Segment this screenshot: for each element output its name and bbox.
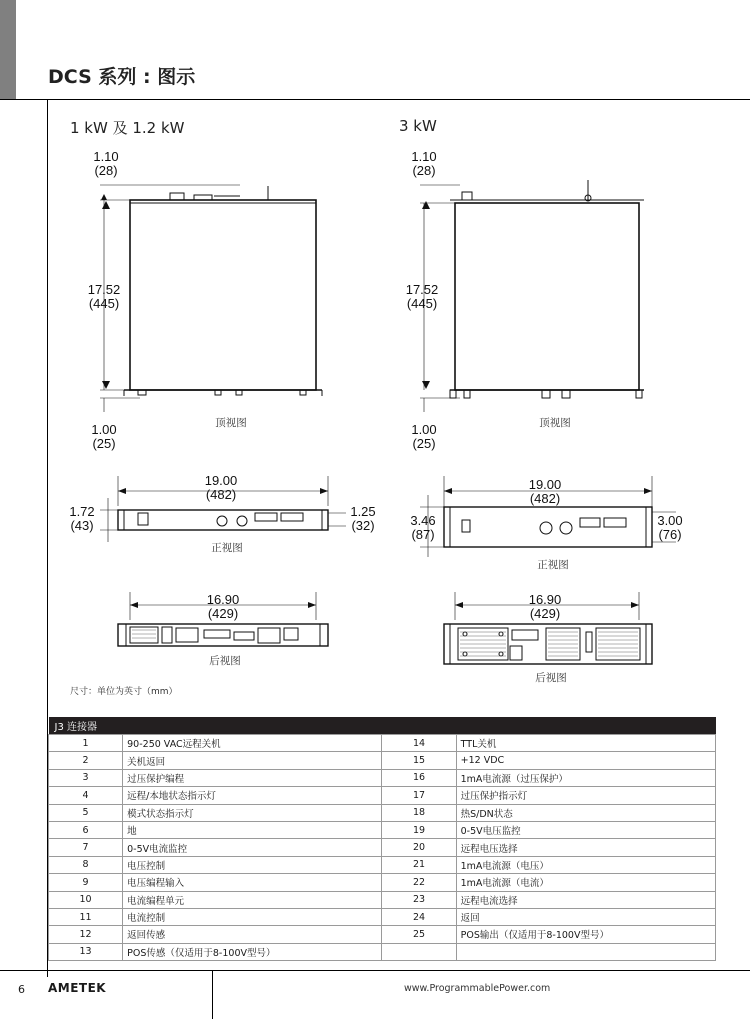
pin-number-cell: 18 <box>382 804 456 821</box>
pin-number-cell: 8 <box>49 856 123 873</box>
pin-number-cell: 23 <box>382 891 456 908</box>
j3-table-body <box>49 735 716 961</box>
top-view-1kw-drawing <box>100 185 322 412</box>
table-row <box>49 926 716 943</box>
pin-number-cell <box>382 943 456 960</box>
pin-function-cell: 远程电压选择 <box>456 839 715 856</box>
pin-number-cell: 22 <box>382 874 456 891</box>
pin-number-cell: 3 <box>49 769 123 786</box>
pin-number-cell: 17 <box>382 787 456 804</box>
table-row <box>49 787 716 804</box>
pin-number-cell: 4 <box>49 787 123 804</box>
pin-function-cell: 返回传感 <box>123 926 382 943</box>
pin-function-cell <box>456 943 715 960</box>
pin-function-cell: POS传感（仅适用于8-100V型号） <box>123 943 382 960</box>
pin-function-cell: 0-5V电压监控 <box>456 821 715 838</box>
dimension-arrows <box>101 194 652 608</box>
table-row <box>49 856 716 873</box>
rear-3kw-caption: 后视图 <box>535 672 567 684</box>
page-number: 6 <box>18 983 25 996</box>
pin-function-cell: 关机返回 <box>123 752 382 769</box>
top-1kw-dim-top: 1.10 (28) <box>93 149 119 178</box>
front-3kw-dim-width: 19.00 (482) <box>528 477 562 506</box>
table-row <box>49 891 716 908</box>
pin-number-cell: 5 <box>49 804 123 821</box>
pin-number-cell: 24 <box>382 908 456 925</box>
j3-table-header: J3 连接器 <box>49 717 716 735</box>
pin-function-cell: 电压编程输入 <box>123 874 382 891</box>
pin-number-cell: 6 <box>49 821 123 838</box>
table-row <box>49 769 716 786</box>
rear-1kw-dim-width: 16.90 (429) <box>206 592 240 621</box>
front-1kw-dim-height-left: 1.72 (43) <box>69 504 95 533</box>
top-1kw-caption: 顶视图 <box>215 417 247 429</box>
pin-function-cell: 远程电流选择 <box>456 891 715 908</box>
units-note: 尺寸：单位为英寸（mm） <box>70 687 178 697</box>
pin-number-cell: 7 <box>49 839 123 856</box>
table-row <box>49 839 716 856</box>
ametek-logo: AMETEK <box>48 981 107 995</box>
pin-function-cell: 热S/DN状态 <box>456 804 715 821</box>
table-row <box>49 943 716 960</box>
table-row <box>49 752 716 769</box>
rear-3kw-dim-width: 16.90 (429) <box>528 592 562 621</box>
front-1kw-dim-width: 19.00 (482) <box>204 473 238 502</box>
table-row <box>49 735 716 752</box>
pin-number-cell: 9 <box>49 874 123 891</box>
pin-number-cell: 2 <box>49 752 123 769</box>
pin-function-cell: +12 VDC <box>456 752 715 769</box>
section-label-3kw: 3 kW <box>399 117 437 135</box>
pin-number-cell: 14 <box>382 735 456 752</box>
website-link[interactable]: www.ProgrammablePower.com <box>404 983 551 994</box>
section-label-1kw: 1 kW 及 1.2 kW <box>70 119 185 137</box>
table-row <box>49 908 716 925</box>
pin-function-cell: 远程/本地状态指示灯 <box>123 787 382 804</box>
pin-function-cell: TTL关机 <box>456 735 715 752</box>
pin-function-cell: 90-250 VAC远程关机 <box>123 735 382 752</box>
pin-function-cell: 电压控制 <box>123 856 382 873</box>
pin-function-cell: 地 <box>123 821 382 838</box>
j3-connector-table <box>48 717 716 961</box>
front-3kw-caption: 正视图 <box>537 559 569 571</box>
pin-number-cell: 21 <box>382 856 456 873</box>
top-1kw-dim-depth: 17.52 (445) <box>87 282 121 311</box>
pin-number-cell: 1 <box>49 735 123 752</box>
pin-number-cell: 10 <box>49 891 123 908</box>
table-row <box>49 874 716 891</box>
pin-function-cell: 过压保护指示灯 <box>456 787 715 804</box>
front-1kw-dim-height-right: 1.25 (32) <box>350 504 376 533</box>
rear-1kw-caption: 后视图 <box>209 655 241 667</box>
pin-number-cell: 15 <box>382 752 456 769</box>
top-3kw-caption: 顶视图 <box>539 417 571 429</box>
pin-number-cell: 11 <box>49 908 123 925</box>
front-3kw-dim-height-left: 3.46 (87) <box>410 513 436 542</box>
table-row <box>49 821 716 838</box>
pin-function-cell: 返回 <box>456 908 715 925</box>
pin-function-cell: 电流编程单元 <box>123 891 382 908</box>
page-title: DCS 系列 : 图示 <box>48 66 196 88</box>
pin-number-cell: 25 <box>382 926 456 943</box>
pin-function-cell: 过压保护编程 <box>123 769 382 786</box>
pin-function-cell: 1mA电流源（电流） <box>456 874 715 891</box>
top-3kw-dim-top: 1.10 (28) <box>411 149 437 178</box>
top-3kw-dim-bottom: 1.00 (25) <box>411 422 437 451</box>
pin-function-cell: 模式状态指示灯 <box>123 804 382 821</box>
table-row <box>49 804 716 821</box>
pin-number-cell: 20 <box>382 839 456 856</box>
pin-function-cell: 电流控制 <box>123 908 382 925</box>
pin-function-cell: 1mA电流源（过压保护） <box>456 769 715 786</box>
pin-function-cell: 0-5V电流监控 <box>123 839 382 856</box>
pin-number-cell: 13 <box>49 943 123 960</box>
top-1kw-dim-bottom: 1.00 (25) <box>91 422 117 451</box>
front-3kw-dim-height-right: 3.00 (76) <box>657 513 683 542</box>
footer-vertical-divider <box>212 970 213 1019</box>
top-3kw-dim-depth: 17.52 (445) <box>405 282 439 311</box>
pin-number-cell: 19 <box>382 821 456 838</box>
footer-divider <box>0 970 750 971</box>
pin-function-cell: 1mA电流源（电压） <box>456 856 715 873</box>
front-1kw-caption: 正视图 <box>211 542 243 554</box>
pin-function-cell: POS输出（仅适用于8-100V型号） <box>456 926 715 943</box>
top-view-3kw-drawing <box>420 180 644 412</box>
pin-number-cell: 12 <box>49 926 123 943</box>
pin-number-cell: 16 <box>382 769 456 786</box>
